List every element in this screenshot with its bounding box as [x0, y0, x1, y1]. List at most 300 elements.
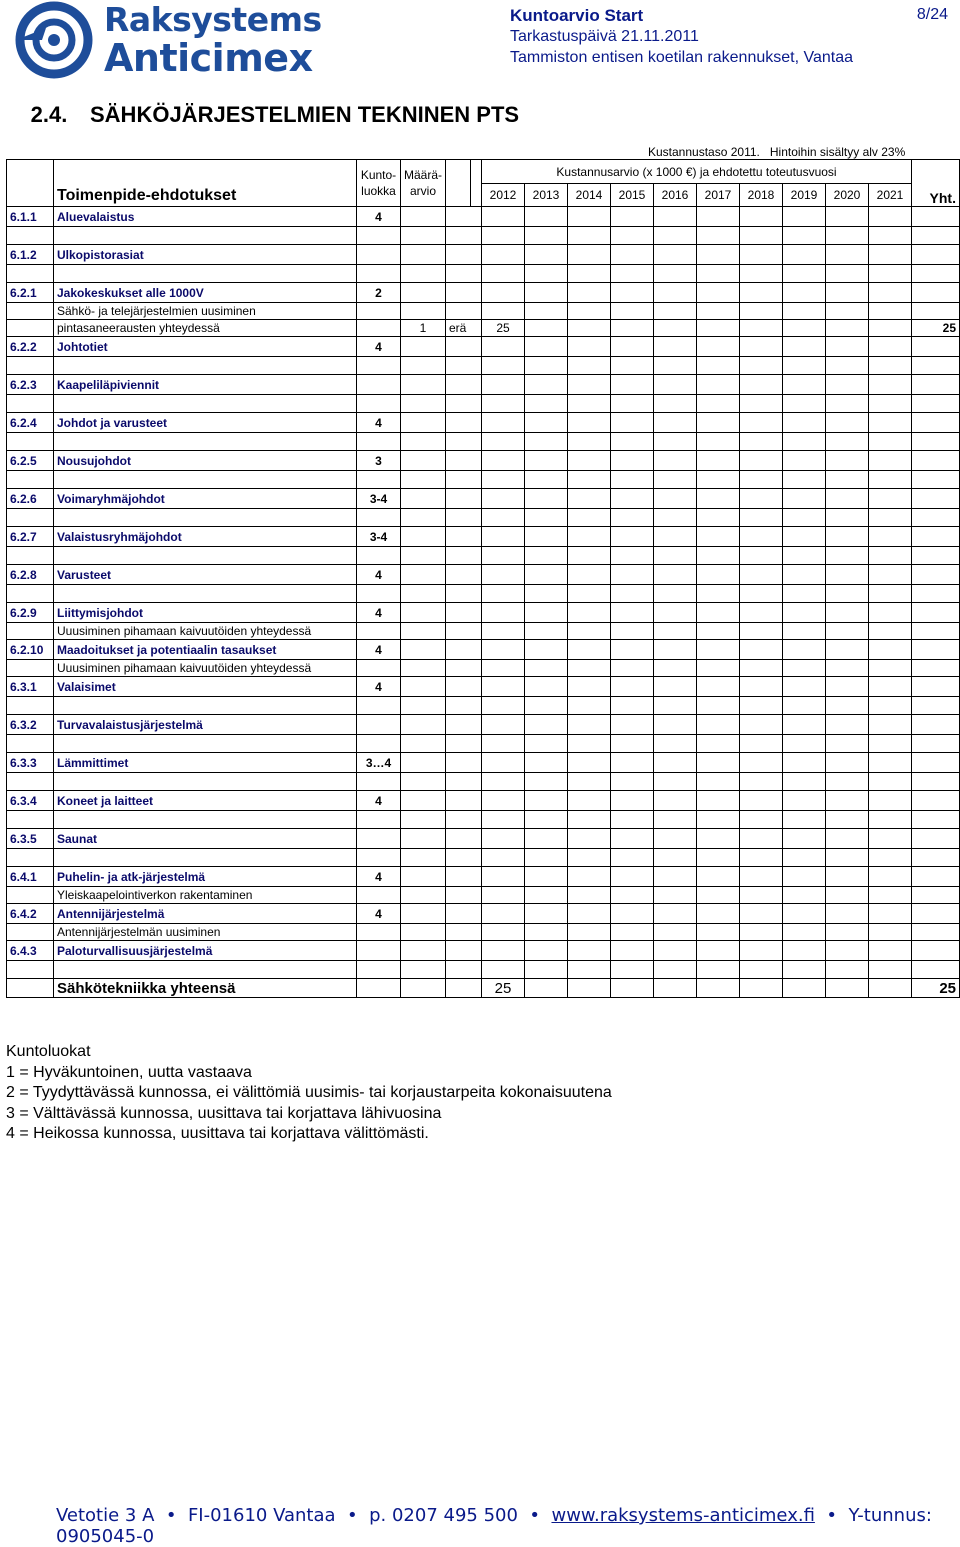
footer-website-link[interactable]: www.raksystems-anticimex.fi	[551, 1505, 815, 1526]
row-year-value	[826, 451, 869, 471]
row-year-value	[654, 375, 697, 395]
total-year-value	[869, 979, 912, 998]
row-name: Paloturvallisuusjärjestelmä	[54, 941, 357, 961]
total-year-value	[525, 979, 568, 998]
row-year-value	[869, 640, 912, 660]
year-header: 2018	[740, 184, 783, 207]
table-row	[7, 337, 960, 357]
row-total	[912, 451, 960, 471]
row-year-value	[568, 413, 611, 433]
row-total	[912, 413, 960, 433]
legend-item: 3 = Välttävässä kunnossa, uusittava tai korjattava lähivuosina	[6, 1104, 442, 1122]
row-year-value	[482, 829, 525, 849]
row-year-value	[525, 904, 568, 924]
row-year-value	[697, 791, 740, 811]
row-year-value	[783, 375, 826, 395]
row-year-value	[783, 640, 826, 660]
row-year-value	[826, 337, 869, 357]
table-subrow	[7, 961, 960, 979]
row-description	[54, 471, 357, 489]
row-total	[912, 867, 960, 887]
row-year-value	[611, 677, 654, 697]
row-total	[912, 207, 960, 227]
row-year-value	[826, 941, 869, 961]
table-subrow	[7, 227, 960, 245]
row-year-value	[525, 413, 568, 433]
row-year-value	[611, 375, 654, 395]
row-year-value	[525, 941, 568, 961]
row-year-value	[783, 489, 826, 509]
row-name: Jakokeskukset alle 1000V	[54, 283, 357, 303]
footer	[56, 1505, 960, 1547]
row-year-value	[568, 245, 611, 265]
table-row	[7, 867, 960, 887]
row-year-value	[525, 337, 568, 357]
row-code: 6.4.1	[7, 867, 54, 887]
table-row	[7, 527, 960, 547]
company-logo	[6, 0, 322, 80]
row-quantity	[401, 867, 446, 887]
row-name: Johdot ja varusteet	[54, 413, 357, 433]
total-year-value	[783, 979, 826, 998]
row-year-value	[826, 904, 869, 924]
row-year-value	[525, 565, 568, 585]
row-year-value	[783, 941, 826, 961]
row-unit	[446, 337, 471, 357]
row-year-value	[611, 753, 654, 773]
footer-business-id: Y-tunnus: 0905045-0	[56, 1505, 932, 1547]
total-year-value	[611, 979, 654, 998]
row-name: Kaapeliläpiviennit	[54, 375, 357, 395]
table-row	[7, 489, 960, 509]
year-header: 2016	[654, 184, 697, 207]
row-year-value	[783, 245, 826, 265]
total-year-value: 25	[482, 979, 525, 998]
row-year-value	[611, 640, 654, 660]
row-year-value	[697, 715, 740, 735]
row-year-value	[783, 603, 826, 623]
row-unit	[446, 451, 471, 471]
row-year-value	[568, 941, 611, 961]
row-year-value	[482, 565, 525, 585]
row-year-value	[740, 489, 783, 509]
row-year-value	[654, 867, 697, 887]
row-total	[912, 603, 960, 623]
table-row	[7, 715, 960, 735]
table-subrow	[7, 849, 960, 867]
row-year-value	[525, 489, 568, 509]
section-heading: SÄHKÖJÄRJESTELMIEN TEKNINEN PTS	[90, 102, 520, 127]
row-year-value	[869, 753, 912, 773]
table-subrow	[7, 623, 960, 640]
row-year-value	[654, 753, 697, 773]
row-year-value	[740, 337, 783, 357]
row-description: Yleiskaapelointiverkon rakentaminen	[54, 887, 357, 904]
row-year-value	[740, 867, 783, 887]
row-year-value	[697, 283, 740, 303]
row-description	[54, 697, 357, 715]
year-header: 2014	[568, 184, 611, 207]
table-subrow	[7, 924, 960, 941]
row-year-value	[826, 753, 869, 773]
row-year-value	[525, 451, 568, 471]
table-subrow	[7, 471, 960, 489]
row-year-value	[826, 791, 869, 811]
row-total	[912, 904, 960, 924]
row-year-value	[654, 791, 697, 811]
col-quantity: Määrä- arvio	[401, 160, 446, 207]
row-unit-value: erä	[446, 320, 471, 337]
row-year-value	[568, 207, 611, 227]
row-code: 6.2.6	[7, 489, 54, 509]
row-year-value	[654, 489, 697, 509]
row-year-value	[654, 527, 697, 547]
row-year-value	[869, 829, 912, 849]
row-condition: 4	[357, 413, 401, 433]
table-subrow	[7, 320, 960, 337]
row-name: Ulkopistorasiat	[54, 245, 357, 265]
row-year-value	[869, 527, 912, 547]
row-year-value	[826, 640, 869, 660]
row-year-value	[869, 677, 912, 697]
row-quantity	[401, 677, 446, 697]
row-total	[912, 640, 960, 660]
row-year-value	[611, 527, 654, 547]
table-row	[7, 245, 960, 265]
table-subrow	[7, 547, 960, 565]
row-unit	[446, 677, 471, 697]
row-condition: 3	[357, 451, 401, 471]
row-year-value	[568, 489, 611, 509]
row-year-value	[783, 337, 826, 357]
row-year-value	[611, 904, 654, 924]
row-code: 6.2.1	[7, 283, 54, 303]
row-name: Saunat	[54, 829, 357, 849]
row-year-value	[482, 640, 525, 660]
row-year-value	[826, 489, 869, 509]
property-location: Tammiston entisen koetilan rakennukset, Vantaa	[510, 49, 854, 66]
row-description	[54, 547, 357, 565]
row-year-value	[783, 904, 826, 924]
row-unit	[446, 867, 471, 887]
year-header: 2017	[697, 184, 740, 207]
row-year-value	[654, 207, 697, 227]
row-year-value	[525, 640, 568, 660]
row-year-value	[482, 941, 525, 961]
row-quantity-value: 1	[401, 320, 446, 337]
price-note	[648, 145, 905, 159]
row-year-value	[697, 904, 740, 924]
row-year-value	[482, 715, 525, 735]
row-year-value	[697, 207, 740, 227]
row-year-value	[568, 904, 611, 924]
row-description	[54, 433, 357, 451]
total-sum: 25	[912, 979, 960, 998]
row-description	[54, 849, 357, 867]
row-total	[912, 527, 960, 547]
row-total	[912, 829, 960, 849]
row-year-value	[869, 565, 912, 585]
row-condition: 4	[357, 867, 401, 887]
report-header	[510, 6, 950, 68]
row-description: Antennijärjestelmän uusiminen	[54, 924, 357, 941]
row-year-value	[740, 375, 783, 395]
row-total	[912, 283, 960, 303]
row-year-value	[525, 829, 568, 849]
row-code: 6.1.1	[7, 207, 54, 227]
table-row	[7, 207, 960, 227]
row-condition	[357, 829, 401, 849]
row-description: Uuusiminen pihamaan kaivuutöiden yhteydessä	[54, 623, 357, 640]
row-quantity	[401, 451, 446, 471]
row-year-value	[654, 245, 697, 265]
row-year-value	[740, 283, 783, 303]
row-quantity	[401, 489, 446, 509]
row-unit	[446, 413, 471, 433]
row-name: Valaisimet	[54, 677, 357, 697]
row-year-value	[740, 565, 783, 585]
table-row	[7, 753, 960, 773]
row-year-value	[568, 640, 611, 660]
row-year-value	[525, 207, 568, 227]
total-year-value	[568, 979, 611, 998]
row-year-value	[697, 565, 740, 585]
table-subrow	[7, 395, 960, 413]
table-subrow	[7, 735, 960, 753]
table-subrow	[7, 265, 960, 283]
row-year-value	[525, 527, 568, 547]
row-year-value	[611, 603, 654, 623]
total-label: Sähkötekniikka yhteensä	[54, 979, 357, 998]
row-code: 6.1.2	[7, 245, 54, 265]
total-year-value	[697, 979, 740, 998]
row-year-value	[869, 489, 912, 509]
footer-postal: FI-01610 Vantaa	[187, 1505, 336, 1526]
row-year-value	[654, 640, 697, 660]
row-description	[54, 773, 357, 791]
row-unit	[446, 941, 471, 961]
row-quantity	[401, 829, 446, 849]
row-quantity	[401, 715, 446, 735]
row-year-value	[654, 565, 697, 585]
row-description	[54, 961, 357, 979]
row-year-value	[525, 753, 568, 773]
row-condition: 4	[357, 791, 401, 811]
row-year-value	[740, 791, 783, 811]
row-year-value	[482, 603, 525, 623]
row-year-value	[654, 829, 697, 849]
row-year-value	[568, 337, 611, 357]
year-header: 2015	[611, 184, 654, 207]
row-condition: 4	[357, 565, 401, 585]
row-quantity	[401, 565, 446, 585]
row-unit	[446, 603, 471, 623]
table-row	[7, 941, 960, 961]
row-year-value	[783, 527, 826, 547]
row-name: Aluevalaistus	[54, 207, 357, 227]
row-unit	[446, 375, 471, 395]
row-year-value	[568, 715, 611, 735]
row-year-value	[826, 829, 869, 849]
row-description	[54, 357, 357, 375]
row-name: Antennijärjestelmä	[54, 904, 357, 924]
row-year-value	[783, 451, 826, 471]
row-quantity	[401, 941, 446, 961]
row-year-value	[568, 283, 611, 303]
row-condition	[357, 715, 401, 735]
row-year-value	[869, 451, 912, 471]
row-name: Valaistusryhmäjohdot	[54, 527, 357, 547]
row-unit	[446, 791, 471, 811]
row-unit	[446, 489, 471, 509]
row-year-value	[654, 603, 697, 623]
row-year-value	[611, 867, 654, 887]
row-description	[54, 735, 357, 753]
row-year-value	[783, 867, 826, 887]
row-condition: 4	[357, 677, 401, 697]
row-year-value	[525, 245, 568, 265]
row-year-value	[697, 527, 740, 547]
row-year-value	[654, 451, 697, 471]
row-year-value	[826, 207, 869, 227]
row-year-value	[525, 375, 568, 395]
row-total	[912, 941, 960, 961]
table-row	[7, 603, 960, 623]
row-year-value	[869, 791, 912, 811]
total-row	[7, 979, 960, 998]
row-name: Turvavalaistusjärjestelmä	[54, 715, 357, 735]
row-quantity	[401, 413, 446, 433]
row-year-value	[869, 337, 912, 357]
row-year-value	[869, 283, 912, 303]
row-condition: 3…4	[357, 753, 401, 773]
row-year-value	[611, 941, 654, 961]
bullet-icon: •	[523, 1505, 546, 1526]
row-quantity	[401, 791, 446, 811]
row-year-value	[783, 829, 826, 849]
row-quantity	[401, 753, 446, 773]
row-year-value	[482, 375, 525, 395]
row-total	[912, 245, 960, 265]
row-quantity	[401, 245, 446, 265]
row-year-value	[740, 603, 783, 623]
row-year-value	[740, 904, 783, 924]
row-year-value	[482, 245, 525, 265]
row-year-value	[568, 375, 611, 395]
row-year-value	[740, 245, 783, 265]
row-unit	[446, 527, 471, 547]
row-year-value	[611, 245, 654, 265]
row-quantity	[401, 527, 446, 547]
row-year-value	[783, 283, 826, 303]
row-quantity	[401, 640, 446, 660]
row-year-value	[826, 715, 869, 735]
row-condition: 4	[357, 337, 401, 357]
row-2012-value: 25	[482, 320, 525, 337]
row-year-value	[826, 603, 869, 623]
row-year-value	[482, 791, 525, 811]
row-code: 6.3.3	[7, 753, 54, 773]
row-name: Varusteet	[54, 565, 357, 585]
row-year-value	[869, 245, 912, 265]
row-code: 6.2.10	[7, 640, 54, 660]
row-unit	[446, 565, 471, 585]
inspection-date: Tarkastuspäivä 21.11.2011	[510, 28, 699, 45]
row-description	[54, 811, 357, 829]
table-subrow	[7, 585, 960, 603]
row-code: 6.2.2	[7, 337, 54, 357]
pts-table	[6, 159, 960, 998]
row-year-value	[740, 640, 783, 660]
bullet-icon: •	[341, 1505, 364, 1526]
row-year-value	[826, 245, 869, 265]
year-header: 2013	[525, 184, 568, 207]
row-year-value	[740, 451, 783, 471]
footer-phone: p. 0207 495 500	[369, 1505, 518, 1526]
row-total	[912, 791, 960, 811]
row-description: Uuusiminen pihamaan kaivuutöiden yhteydessä	[54, 660, 357, 677]
legend-title: Kuntoluokat	[6, 1043, 91, 1060]
row-total	[912, 753, 960, 773]
row-year-value	[869, 867, 912, 887]
row-unit	[446, 640, 471, 660]
table-row	[7, 904, 960, 924]
bullet-icon: •	[820, 1505, 843, 1526]
legend-item: 4 = Heikossa kunnossa, uusittava tai korjattava välittömästi.	[6, 1125, 429, 1142]
row-year-value	[482, 283, 525, 303]
row-year-value	[697, 867, 740, 887]
vat-note: Hintoihin sisältyy alv 23%	[769, 145, 906, 159]
row-quantity	[401, 337, 446, 357]
logo-line1: Raksystems	[104, 0, 322, 39]
row-year-value	[826, 677, 869, 697]
row-year-value	[740, 753, 783, 773]
section-title	[8, 102, 519, 128]
row-code: 6.3.4	[7, 791, 54, 811]
row-total	[912, 489, 960, 509]
col-condition: Kunto- luokka	[357, 160, 401, 207]
row-year-value	[611, 413, 654, 433]
row-year-value	[697, 677, 740, 697]
row-year-value	[826, 867, 869, 887]
row-code: 6.2.5	[7, 451, 54, 471]
total-year-value	[826, 979, 869, 998]
row-year-value	[482, 489, 525, 509]
row-year-value	[740, 527, 783, 547]
row-year-value	[697, 941, 740, 961]
table-subrow	[7, 357, 960, 375]
row-year-value	[525, 283, 568, 303]
row-year-value	[869, 207, 912, 227]
row-condition: 2	[357, 283, 401, 303]
year-header: 2012	[482, 184, 525, 207]
row-year-value	[654, 283, 697, 303]
row-year-value	[525, 715, 568, 735]
row-quantity	[401, 283, 446, 303]
row-condition	[357, 245, 401, 265]
footer-address: Vetotie 3 A	[56, 1505, 155, 1526]
row-year-value	[697, 337, 740, 357]
table-row	[7, 829, 960, 849]
row-description: Sähkö- ja telejärjestelmien uusiminen	[54, 303, 357, 320]
row-year-value	[611, 829, 654, 849]
row-unit	[446, 207, 471, 227]
report-title: Kuntoarvio Start	[510, 6, 644, 25]
row-condition	[357, 375, 401, 395]
row-year-value	[826, 283, 869, 303]
row-name: Voimaryhmäjohdot	[54, 489, 357, 509]
row-year-value	[697, 245, 740, 265]
